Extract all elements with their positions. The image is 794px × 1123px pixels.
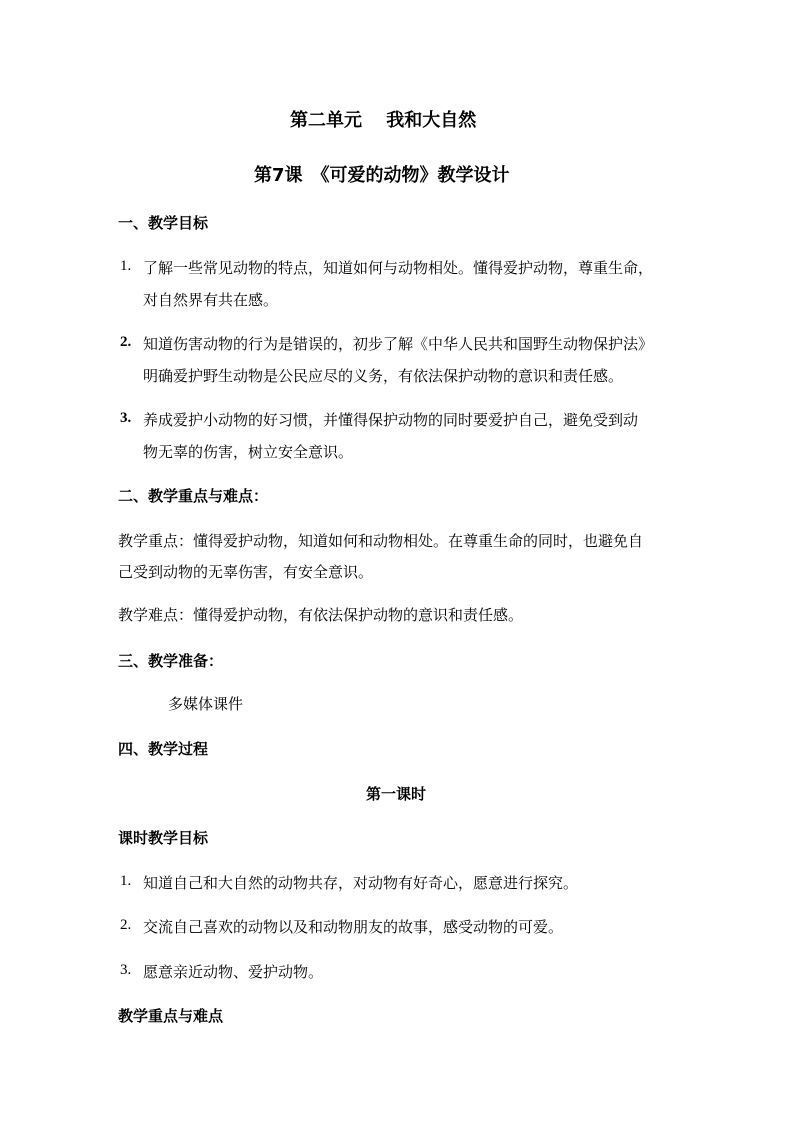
lesson-title: 第7课 《可爱的动物》教学设计 (254, 165, 510, 186)
period-goal-text: 愿意亲近动物、爱护动物。 (143, 963, 324, 981)
goal-text: 了解一些常见动物的特点，知道如何与动物相处。懂得爱护动物，尊重生命， (143, 259, 654, 277)
section-heading-prep: 三、教学准备： (118, 652, 224, 670)
period-goal-text: 交流自己喜欢的动物以及和动物朋友的故事，感受动物的可爱。 (143, 918, 564, 936)
goal-text: 养成爱护小动物的好习惯，并懂得保护动物的同时要爱护自己，避免受到动 (143, 411, 639, 429)
period-goals-heading: 课时教学目标 (118, 829, 209, 847)
goal-number: 1. (120, 258, 132, 274)
goal-number: 3. (120, 410, 132, 426)
goal-text: 知道伤害动物的行为是错误的，初步了解《中华人民共和国野生动物保护法》 (143, 335, 654, 353)
goal-number: 2. (120, 334, 132, 350)
period-goal-text: 知道自己和大自然的动物共存，对动物有好奇心，愿意进行探究。 (143, 874, 579, 892)
goal-text-continued: 物无辜的伤害，树立安全意识。 (143, 443, 354, 461)
unit-title: 第二单元 我和大自然 (290, 110, 477, 131)
section-heading-key-points: 二、教学重点与难点： (118, 487, 269, 505)
section-heading-process: 四、教学过程 (118, 740, 209, 758)
period-goal-number: 2. (120, 917, 132, 933)
period-goal-number: 1. (120, 873, 132, 889)
period-title: 第一课时 (366, 785, 427, 803)
prep-item: 多媒体课件 (168, 695, 244, 713)
teaching-focus-continued: 己受到动物的无辜伤害，有安全意识。 (118, 563, 374, 581)
period-key-points-heading: 教学重点与难点 (118, 1007, 224, 1025)
teaching-difficulty: 教学难点：懂得爱护动物，有依法保护动物的意识和责任感。 (118, 606, 524, 624)
section-heading-goals: 一、教学目标 (118, 214, 209, 232)
goal-text-continued: 明确爱护野生动物是公民应尽的义务，有依法保护动物的意识和责任感。 (143, 367, 624, 385)
period-goal-number: 3. (120, 962, 132, 978)
goal-text-continued: 对自然界有共在感。 (143, 291, 279, 309)
teaching-focus: 教学重点：懂得爱护动物，知道如何和动物相处。在尊重生命的同时，也避免自 (118, 532, 644, 550)
